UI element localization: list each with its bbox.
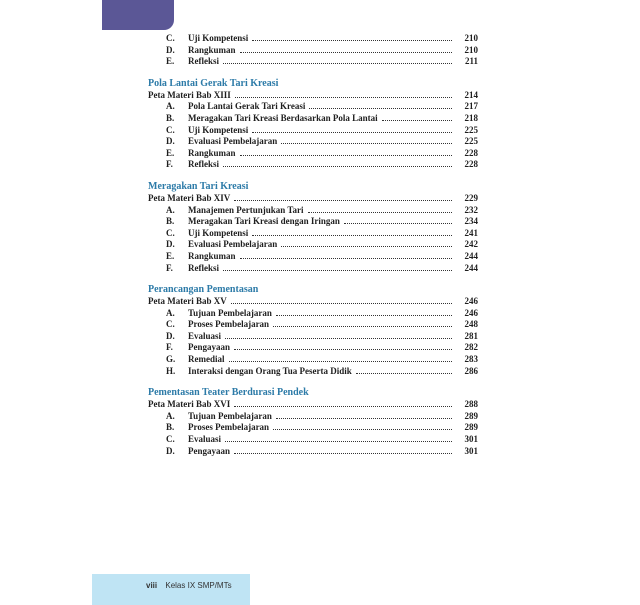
- toc-entry: [148, 45, 478, 57]
- dot-leader: [240, 155, 452, 156]
- toc-entry: [148, 319, 478, 331]
- dot-leader: [382, 120, 452, 121]
- entry-page-number: 211: [464, 56, 478, 67]
- toc-entry: [148, 101, 478, 113]
- entry-letter: C.: [166, 319, 175, 330]
- entry-page-number: 289: [464, 410, 478, 421]
- entry-title: Rangkuman: [188, 147, 236, 158]
- entry-letter: D.: [166, 330, 175, 341]
- dot-leader: [276, 418, 452, 419]
- toc-entry: [148, 228, 478, 240]
- toc-entry: [148, 354, 478, 366]
- entry-page-number: 244: [464, 250, 478, 261]
- dot-leader: [240, 258, 452, 259]
- entry-page-number: 246: [464, 296, 478, 307]
- page-footer: [146, 581, 232, 590]
- entry-letter: F.: [166, 342, 173, 353]
- toc-section: [148, 33, 478, 68]
- entry-title: Peta Materi Bab XIII: [148, 89, 231, 100]
- entry-title: Evaluasi Pembelajaran: [188, 136, 278, 147]
- entry-page-number: 301: [464, 445, 478, 456]
- entry-page-number: 289: [464, 422, 478, 433]
- dot-leader: [235, 97, 452, 98]
- entry-letter: D.: [166, 44, 175, 55]
- entry-page-number: 281: [464, 330, 478, 341]
- entry-letter: A.: [166, 410, 175, 421]
- toc-entry: [148, 205, 478, 217]
- dot-leader: [231, 303, 452, 304]
- entry-letter: C.: [166, 434, 175, 445]
- toc-entry: [148, 33, 478, 45]
- entry-title: Pengayaan: [188, 342, 231, 353]
- dot-leader: [273, 429, 452, 430]
- dot-leader: [252, 235, 452, 236]
- entry-letter: D.: [166, 136, 175, 147]
- entry-title: Remedial: [188, 354, 225, 365]
- entry-page-number: 214: [464, 89, 478, 100]
- toc-entry: [148, 434, 478, 446]
- entry-letter: E.: [166, 147, 175, 158]
- chapter-map-entry: [148, 399, 478, 411]
- dot-leader: [223, 63, 452, 64]
- toc-entry: [148, 159, 478, 171]
- dot-leader: [234, 453, 452, 454]
- entry-title: Rangkuman: [188, 44, 236, 55]
- dot-leader: [240, 52, 452, 53]
- toc-entry: [148, 216, 478, 228]
- toc-section: [148, 386, 478, 457]
- dot-leader: [252, 40, 452, 41]
- entry-page-number: 244: [464, 262, 478, 273]
- entry-letter: B.: [166, 422, 175, 433]
- footer-page-number: viii: [146, 581, 158, 590]
- dot-leader: [309, 108, 452, 109]
- toc-entry: [148, 113, 478, 125]
- entry-title: Evaluasi: [188, 330, 222, 341]
- dot-leader: [356, 373, 452, 374]
- entry-page-number: 234: [464, 216, 478, 227]
- entry-letter: C.: [166, 33, 175, 43]
- entry-page-number: 282: [464, 342, 478, 353]
- dot-leader: [281, 246, 452, 247]
- entry-title: Pengayaan: [188, 445, 231, 456]
- chapter-map-entry: [148, 90, 478, 102]
- dot-leader: [223, 270, 452, 271]
- entry-page-number: 248: [464, 319, 478, 330]
- dot-leader: [344, 223, 452, 224]
- entry-letter: A.: [166, 101, 175, 112]
- section-title: Pementasan Teater Berdurasi Pendek: [148, 387, 309, 399]
- entry-title: Peta Materi Bab XIV: [148, 192, 231, 203]
- entry-page-number: 242: [464, 239, 478, 250]
- entry-letter: E.: [166, 250, 175, 261]
- entry-page-number: 241: [464, 227, 478, 238]
- chapter-map-entry: [148, 296, 478, 308]
- toc-entry: [148, 148, 478, 160]
- entry-title: Peta Materi Bab XVI: [148, 399, 231, 410]
- entry-title: Meragakan Tari Kreasi Berdasarkan Pola Lantai: [188, 112, 378, 123]
- entry-letter: A.: [166, 204, 175, 215]
- entry-page-number: 288: [464, 399, 478, 410]
- entry-title: Proses Pembelajaran: [188, 422, 270, 433]
- entry-title: Rangkuman: [188, 250, 236, 261]
- dot-leader: [273, 326, 452, 327]
- entry-title: Refleksi: [188, 262, 219, 273]
- entry-title: Manajemen Pertunjukan Tari: [188, 204, 304, 215]
- section-title: Meragakan Tari Kreasi: [148, 180, 249, 192]
- dot-leader: [234, 200, 452, 201]
- entry-page-number: 210: [464, 44, 478, 55]
- entry-title: Pola Lantai Gerak Tari Kreasi: [188, 101, 306, 112]
- toc-entry: [148, 56, 478, 68]
- entry-page-number: 232: [464, 204, 478, 215]
- entry-title: Tujuan Pembelajaran: [188, 307, 272, 318]
- entry-letter: E.: [166, 56, 175, 67]
- toc-section: [148, 283, 478, 377]
- chapter-map-entry: [148, 193, 478, 205]
- entry-title: Proses Pembelajaran: [188, 319, 270, 330]
- entry-page-number: 225: [464, 136, 478, 147]
- footer-book-title: Kelas IX SMP/MTs: [165, 581, 232, 590]
- entry-letter: F.: [166, 159, 173, 170]
- toc-entry: [148, 342, 478, 354]
- entry-title: Interaksi dengan Orang Tua Peserta Didik: [188, 365, 352, 376]
- entry-title: Refleksi: [188, 159, 219, 170]
- entry-letter: B.: [166, 216, 175, 227]
- toc-entry: [148, 308, 478, 320]
- dot-leader: [276, 315, 452, 316]
- entry-page-number: 217: [464, 101, 478, 112]
- entry-letter: C.: [166, 227, 175, 238]
- toc-section: [148, 180, 478, 274]
- entry-letter: D.: [166, 445, 175, 456]
- entry-title: Uji Kompetensi: [188, 227, 249, 238]
- entry-page-number: 218: [464, 112, 478, 123]
- toc-entry: [148, 411, 478, 423]
- dot-leader: [234, 349, 452, 350]
- entry-letter: D.: [166, 239, 175, 250]
- entry-letter: B.: [166, 112, 175, 123]
- entry-page-number: 246: [464, 307, 478, 318]
- toc-entry: [148, 422, 478, 434]
- entry-page-number: 301: [464, 434, 478, 445]
- dot-leader: [225, 441, 452, 442]
- section-title: Perancangan Pementasan: [148, 284, 259, 296]
- dot-leader: [234, 406, 452, 407]
- toc-section: [148, 77, 478, 171]
- entry-title: Evaluasi Pembelajaran: [188, 239, 278, 250]
- entry-title: Peta Materi Bab XV: [148, 296, 227, 307]
- entry-page-number: 229: [464, 192, 478, 203]
- dot-leader: [252, 132, 452, 133]
- entry-page-number: 210: [464, 33, 478, 43]
- entry-title: Uji Kompetensi: [188, 33, 249, 43]
- entry-page-number: 228: [464, 147, 478, 158]
- section-title: Pola Lantai Gerak Tari Kreasi: [148, 77, 279, 89]
- entry-letter: H.: [166, 365, 176, 376]
- entry-letter: G.: [166, 354, 176, 365]
- toc-entry: [148, 366, 478, 378]
- entry-title: Evaluasi: [188, 434, 222, 445]
- entry-page-number: 286: [464, 365, 478, 376]
- toc-entry: [148, 251, 478, 263]
- dot-leader: [229, 361, 453, 362]
- dot-leader: [281, 143, 452, 144]
- dot-leader: [308, 212, 452, 213]
- entry-letter: C.: [166, 124, 175, 135]
- entry-title: Uji Kompetensi: [188, 124, 249, 135]
- entry-letter: A.: [166, 307, 175, 318]
- entry-page-number: 228: [464, 159, 478, 170]
- toc-entry: [148, 125, 478, 137]
- toc-entry: [148, 263, 478, 275]
- entry-letter: F.: [166, 262, 173, 273]
- entry-title: Refleksi: [188, 56, 219, 67]
- toc-entry: [148, 331, 478, 343]
- dot-leader: [223, 166, 452, 167]
- corner-tab-decoration: [102, 0, 174, 30]
- toc-entry: [148, 136, 478, 148]
- entry-page-number: 283: [464, 354, 478, 365]
- entry-title: Meragakan Tari Kreasi dengan Iringan: [188, 216, 340, 227]
- toc-entry: [148, 446, 478, 458]
- entry-page-number: 225: [464, 124, 478, 135]
- entry-title: Tujuan Pembelajaran: [188, 410, 272, 421]
- toc-entry: [148, 239, 478, 251]
- table-of-contents: [148, 33, 478, 466]
- dot-leader: [225, 338, 452, 339]
